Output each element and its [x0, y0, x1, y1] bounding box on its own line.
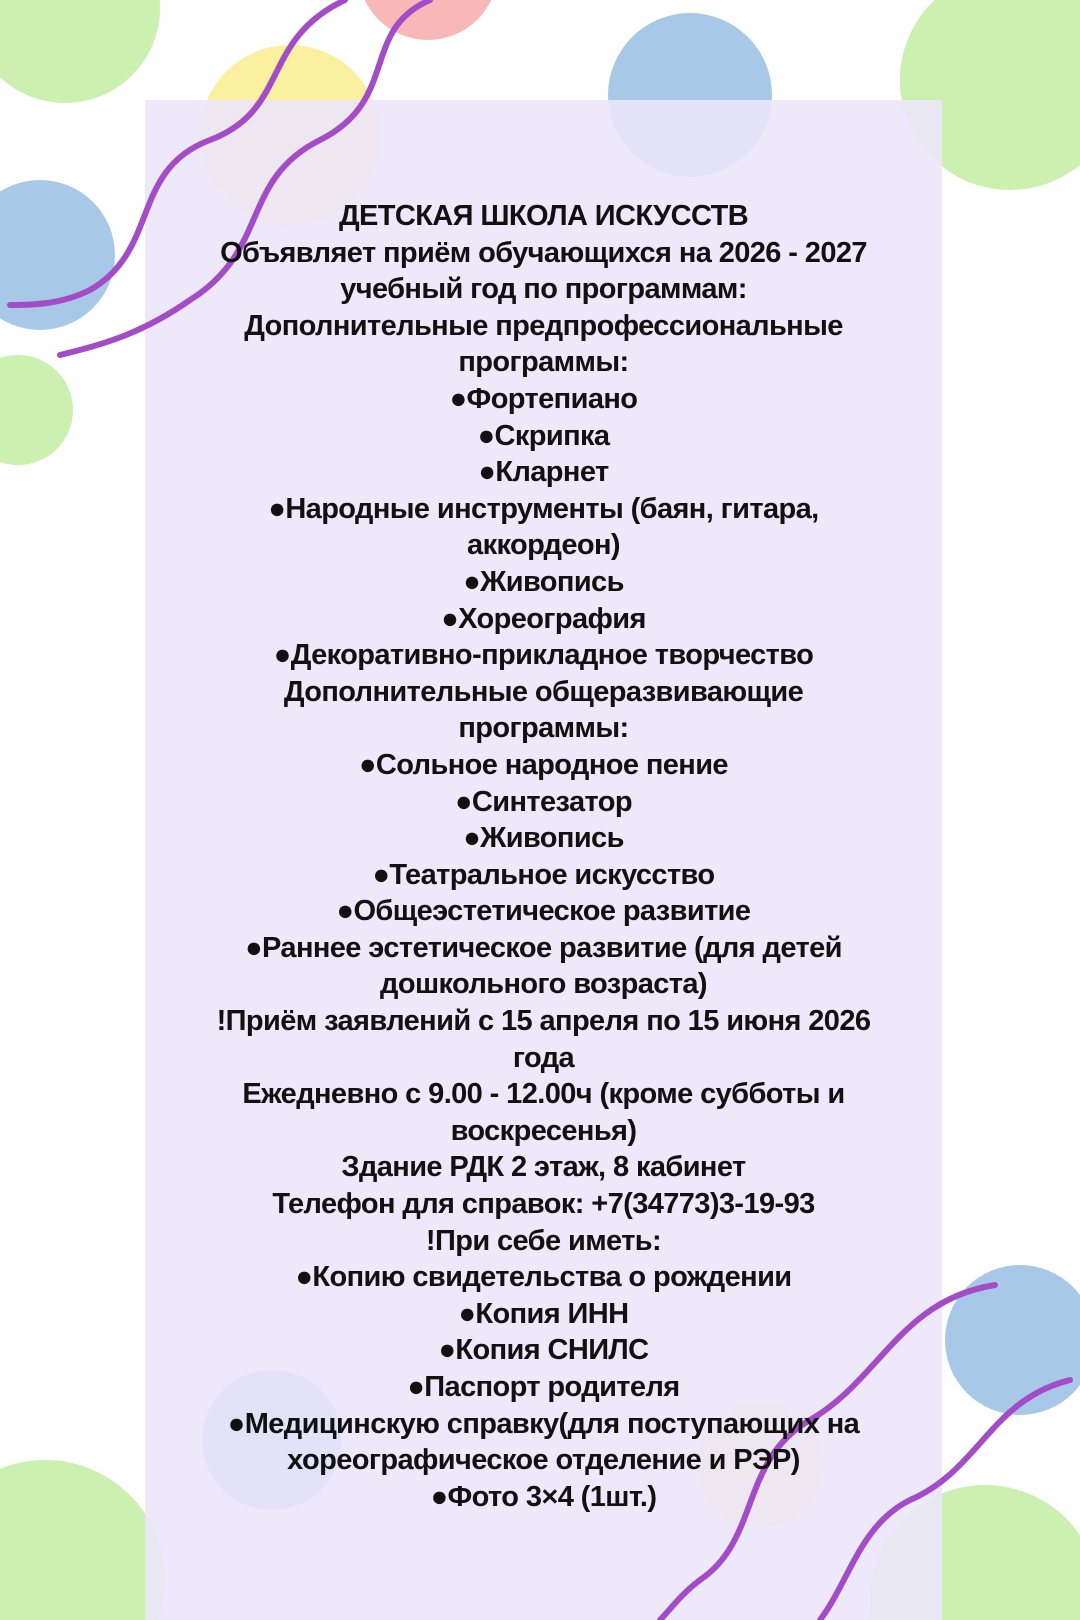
green-circle-left	[0, 355, 73, 465]
office-hours: воскресенья)	[450, 1114, 637, 1147]
list-item: ●Фото 3×4 (1шт.)	[430, 1480, 657, 1513]
list-item: ●Живопись	[463, 565, 624, 598]
list-item: ●Раннее эстетическое развитие (для детей	[245, 931, 842, 964]
list-item: ●Хореография	[441, 602, 646, 635]
blue-circle-left	[0, 180, 115, 330]
pink-circle-top	[358, 0, 498, 40]
list-item: хореографическое отделение и РЭР)	[287, 1444, 800, 1477]
list-item: ●Театральное искусство	[372, 858, 715, 891]
intro-line: Объявляет приём обучающихся на 2026 - 2027	[220, 236, 867, 269]
list-item: ●Фортепиано	[449, 382, 638, 415]
general-heading: Дополнительные общеразвивающие	[283, 675, 804, 708]
intro-line: учебный год по программам:	[340, 273, 747, 306]
list-item: ●Сольное народное пение	[359, 748, 728, 781]
office-hours: Ежедневно с 9.00 - 12.00ч (кроме субботы и	[242, 1078, 845, 1111]
green-circle-top-left	[0, 0, 160, 103]
list-item: ●Копия ИНН	[458, 1297, 629, 1330]
list-item: ●Общеэстетическое развитие	[336, 895, 751, 928]
school-title: ДЕТСКАЯ ШКОЛА ИСКУССТВ	[338, 200, 749, 232]
list-item: ●Кларнет	[478, 456, 609, 489]
general-heading: программы:	[458, 712, 629, 745]
list-item: ●Копию свидетельства о рождении	[295, 1261, 792, 1294]
list-item: аккордеон)	[467, 529, 620, 562]
location: Здание РДК 2 этаж, 8 кабинет	[341, 1151, 746, 1184]
application-dates: года	[512, 1041, 575, 1074]
list-item: ●Скрипка	[477, 419, 610, 452]
list-item: ●Народные инструменты (баян, гитара,	[268, 492, 819, 525]
list-item: ●Паспорт родителя	[407, 1371, 680, 1403]
announcement-text	[145, 198, 942, 1515]
bring-heading: !При себе иметь:	[425, 1224, 662, 1257]
pre-prof-heading: Дополнительные предпрофессиональные	[244, 309, 843, 342]
application-dates: !Приём заявлений с 15 апреля по 15 июня 2026	[216, 1005, 871, 1038]
list-item: дошкольного возраста)	[380, 968, 707, 1001]
pre-prof-heading: программы:	[458, 346, 629, 379]
green-circle-bottom-left	[0, 1460, 165, 1620]
list-item: ●Синтезатор	[455, 785, 632, 818]
phone-number: Телефон для справок: +7(34773)3-19-93	[272, 1188, 815, 1221]
list-item: ●Декоративно-прикладное творчество	[273, 639, 814, 672]
blue-circle-bottom-right	[945, 1265, 1080, 1415]
list-item: ●Медицинскую справку(для поступающих на	[227, 1407, 860, 1440]
list-item: ●Копия СНИЛС	[438, 1334, 649, 1367]
list-item: ●Живопись	[463, 822, 624, 855]
